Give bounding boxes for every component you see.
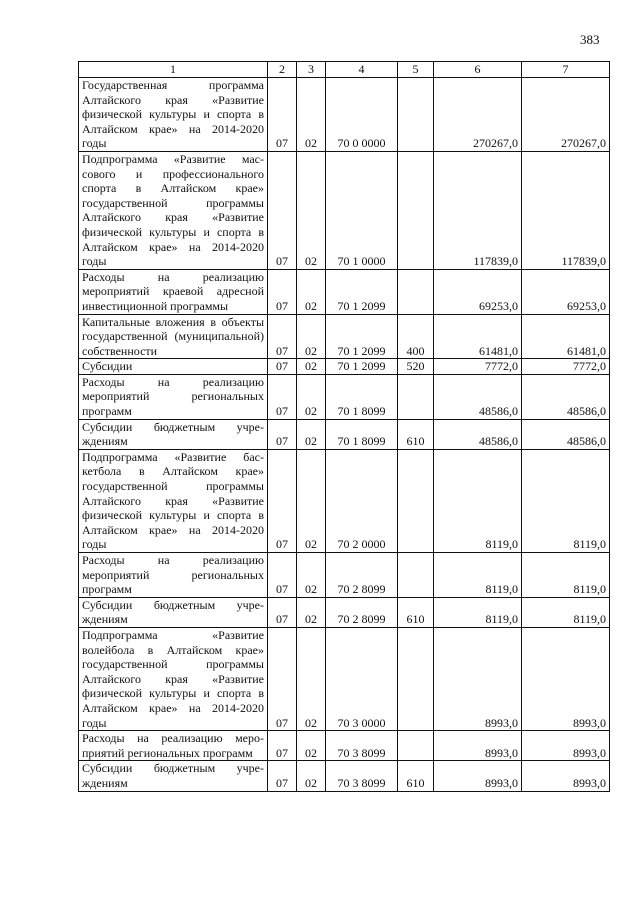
- target-article-code: 70 1 2099: [326, 269, 398, 314]
- section-code: 07: [268, 761, 297, 791]
- subsection-code: 02: [297, 553, 326, 598]
- section-code: 07: [268, 553, 297, 598]
- expense-type-code: [398, 449, 434, 552]
- subsection-code: 02: [297, 269, 326, 314]
- header-row: [79, 62, 610, 78]
- subsection-code: 02: [297, 78, 326, 152]
- subsection-code: 02: [297, 314, 326, 359]
- amount-col6: 8993,0: [434, 731, 522, 761]
- column-header: 6: [434, 62, 522, 78]
- target-article-code: 70 0 0000: [326, 78, 398, 152]
- table-row: [79, 761, 610, 791]
- row-name: Подпрограмма «Развитие волейбола в Алтайском крае» государственной программы Алтайского края «Развитие физической культуры и спорта в Алтайском крае» на 2014-2020 годы: [79, 627, 268, 730]
- row-name: Субсидии: [79, 359, 268, 375]
- subsection-code: 02: [297, 449, 326, 552]
- expense-type-code: 520: [398, 359, 434, 375]
- target-article-code: 70 3 8099: [326, 761, 398, 791]
- budget-table: [78, 61, 610, 792]
- section-code: 07: [268, 731, 297, 761]
- table-row: [79, 359, 610, 375]
- expense-type-code: [398, 151, 434, 269]
- amount-col7: 8119,0: [522, 597, 610, 627]
- row-name: Подпрограмма «Развитие массового и профессионального спорта в Алтайском крае» государственной программы Алтайского края «Развитие физической культуры и спорта в Алтайском крае» на 2014-2020 годы: [79, 151, 268, 269]
- amount-col6: 8993,0: [434, 761, 522, 791]
- section-code: 07: [268, 597, 297, 627]
- row-name: Расходы на реализацию мероприятий региональных программ: [79, 731, 268, 761]
- table-row: [79, 151, 610, 269]
- expense-type-code: [398, 269, 434, 314]
- amount-col6: 69253,0: [434, 269, 522, 314]
- row-name: Субсидии бюджетным учреждениям: [79, 761, 268, 791]
- amount-col7: 7772,0: [522, 359, 610, 375]
- row-name: Расходы на реализацию мероприятий региональных программ: [79, 374, 268, 419]
- row-name: Государственная программа Алтайского края «Развитие физической культуры и спорта в Алтайском крае» на 2014-2020 годы: [79, 78, 268, 152]
- target-article-code: 70 1 2099: [326, 314, 398, 359]
- expense-type-code: [398, 627, 434, 730]
- row-name: Подпрограмма «Развитие баскетбола в Алтайском крае» государственной программы Алтайского края «Развитие физической культуры и спорта в Алтайском крае» на 2014-2020 годы: [79, 449, 268, 552]
- subsection-code: 02: [297, 731, 326, 761]
- amount-col7: 69253,0: [522, 269, 610, 314]
- section-code: 07: [268, 627, 297, 730]
- subsection-code: 02: [297, 419, 326, 449]
- page-number: 383: [580, 32, 600, 47]
- amount-col6: 7772,0: [434, 359, 522, 375]
- section-code: 07: [268, 151, 297, 269]
- expense-type-code: 610: [398, 597, 434, 627]
- expense-type-code: [398, 731, 434, 761]
- row-name: Расходы на реализацию мероприятий региональных программ: [79, 553, 268, 598]
- row-name: Субсидии бюджетным учреждениям: [79, 419, 268, 449]
- subsection-code: 02: [297, 597, 326, 627]
- subsection-code: 02: [297, 374, 326, 419]
- amount-col7: 117839,0: [522, 151, 610, 269]
- amount-col6: 61481,0: [434, 314, 522, 359]
- amount-col7: 8993,0: [522, 627, 610, 730]
- amount-col6: 270267,0: [434, 78, 522, 152]
- column-header: 5: [398, 62, 434, 78]
- amount-col6: 48586,0: [434, 419, 522, 449]
- row-name: Расходы на реализацию мероприятий краевой адресной инвестиционной программы: [79, 269, 268, 314]
- target-article-code: 70 2 0000: [326, 449, 398, 552]
- row-name: Капитальные вложения в объекты государственной (муниципальной) собственности: [79, 314, 268, 359]
- section-code: 07: [268, 269, 297, 314]
- section-code: 07: [268, 314, 297, 359]
- table-row: [79, 269, 610, 314]
- amount-col7: 61481,0: [522, 314, 610, 359]
- expense-type-code: [398, 78, 434, 152]
- column-header: 4: [326, 62, 398, 78]
- target-article-code: 70 1 8099: [326, 374, 398, 419]
- amount-col7: 8993,0: [522, 731, 610, 761]
- amount-col6: 8119,0: [434, 449, 522, 552]
- target-article-code: 70 2 8099: [326, 553, 398, 598]
- target-article-code: 70 1 8099: [326, 419, 398, 449]
- target-article-code: 70 2 8099: [326, 597, 398, 627]
- target-article-code: 70 1 0000: [326, 151, 398, 269]
- expense-type-code: [398, 374, 434, 419]
- column-header: 1: [79, 62, 268, 78]
- amount-col7: 8119,0: [522, 553, 610, 598]
- subsection-code: 02: [297, 627, 326, 730]
- table-row: [79, 78, 610, 152]
- section-code: 07: [268, 419, 297, 449]
- amount-col7: 8993,0: [522, 761, 610, 791]
- table-row: [79, 374, 610, 419]
- table-row: [79, 597, 610, 627]
- section-code: 07: [268, 78, 297, 152]
- table-row: [79, 627, 610, 730]
- expense-type-code: 400: [398, 314, 434, 359]
- row-name: Субсидии бюджетным учреждениям: [79, 597, 268, 627]
- target-article-code: 70 3 0000: [326, 627, 398, 730]
- table-row: [79, 731, 610, 761]
- target-article-code: 70 1 2099: [326, 359, 398, 375]
- expense-type-code: 610: [398, 419, 434, 449]
- amount-col6: 117839,0: [434, 151, 522, 269]
- table-row: [79, 314, 610, 359]
- section-code: 07: [268, 374, 297, 419]
- column-header: 3: [297, 62, 326, 78]
- amount-col7: 270267,0: [522, 78, 610, 152]
- section-code: 07: [268, 359, 297, 375]
- subsection-code: 02: [297, 359, 326, 375]
- expense-type-code: [398, 553, 434, 598]
- amount-col7: 48586,0: [522, 374, 610, 419]
- expense-type-code: 610: [398, 761, 434, 791]
- section-code: 07: [268, 449, 297, 552]
- column-header: 7: [522, 62, 610, 78]
- subsection-code: 02: [297, 151, 326, 269]
- amount-col6: 8119,0: [434, 553, 522, 598]
- target-article-code: 70 3 8099: [326, 731, 398, 761]
- subsection-code: 02: [297, 761, 326, 791]
- table-row: [79, 449, 610, 552]
- table-row: [79, 553, 610, 598]
- column-header: 2: [268, 62, 297, 78]
- amount-col6: 48586,0: [434, 374, 522, 419]
- table-row: [79, 419, 610, 449]
- amount-col6: 8119,0: [434, 597, 522, 627]
- amount-col6: 8993,0: [434, 627, 522, 730]
- amount-col7: 48586,0: [522, 419, 610, 449]
- amount-col7: 8119,0: [522, 449, 610, 552]
